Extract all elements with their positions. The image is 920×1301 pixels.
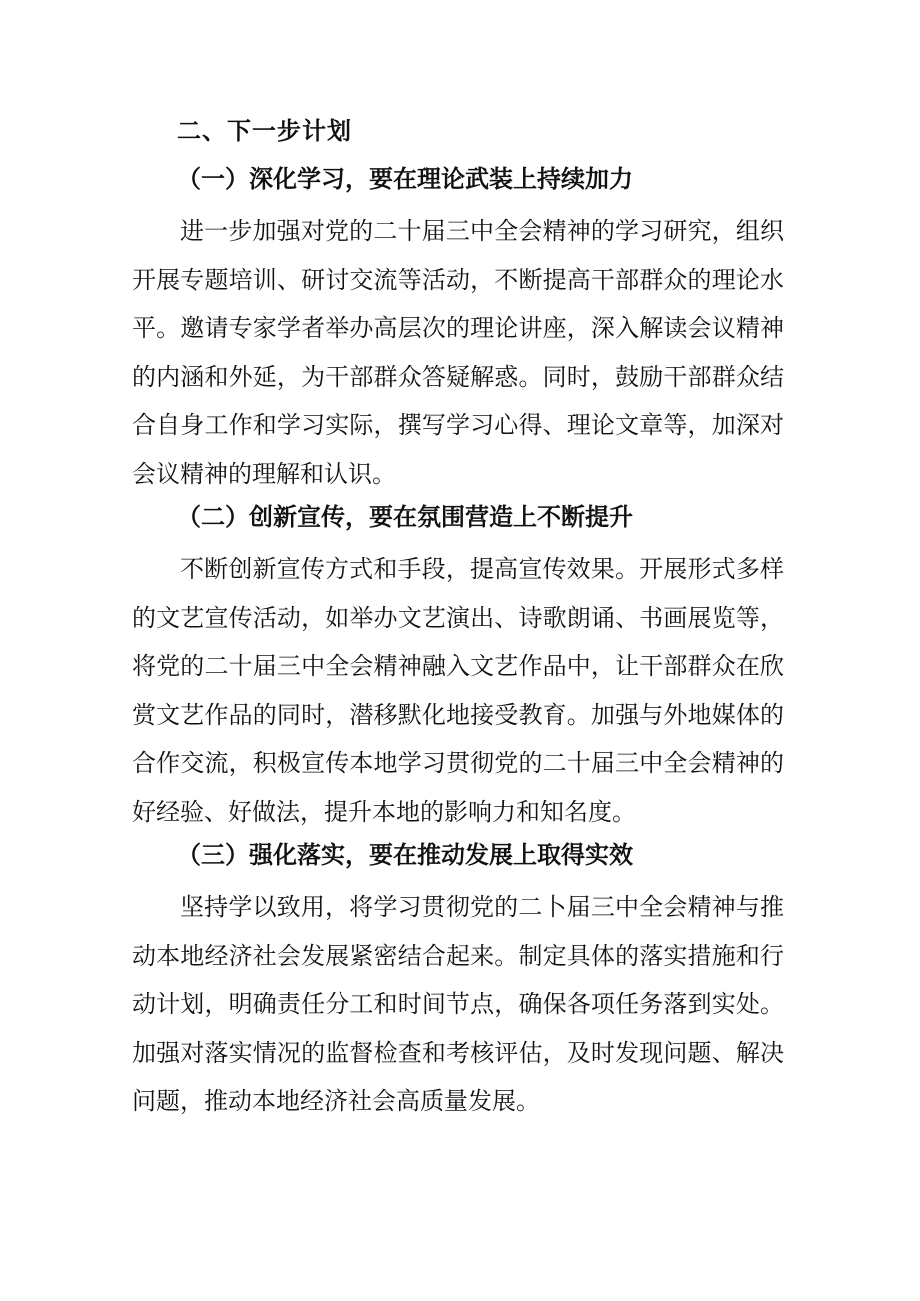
paragraph-strengthen-implementation: 坚持学以致用，将学习贯彻党的二卜届三中全会精神与推动本地经济社会发展紧密结合起来。制定具体的落实措施和行动计划，明确责任分工和时间节点，确保各项任务落到实处。加强对落实情况的监督检查和考核评估，及时发现问题、解决问题，推动本地经济社会高质量发展。 (132, 893, 784, 1116)
subheading-strengthen-implementation: （三）强化落实，要在推动发展上取得实效 (177, 840, 633, 869)
paragraph-deepen-study: 进一步加强对党的二十届三中全会精神的学习研究，组织开展专题培训、研讨交流等活动，不断提高干部群众的理论水平。邀请专家学者举办高层次的理论讲座，深入解读会议精神的内涵和外延，为干部群众答疑解惑。同时，鼓励干部群众结合自身工作和学习实际，撰写学习心得、理论文章等，加深对会议精神的理解和认识。 (132, 217, 784, 488)
paragraph-innovate-publicity: 不断创新宣传方式和手段，提高宣传效果。开展形式多样的文艺宣传活动，如举办文艺演出、诗歌朗诵、书画展览等，将党的二十届三中全会精神融入文艺作品中，让干部群众在欣赏文艺作品的同时，潜移默化地接受教育。加强与外地媒体的合作交流，积极宣传本地学习贯彻党的二十届三中全会精神的好经验、好做法，提升本地的影响力和知名度。 (132, 555, 784, 826)
subheading-innovate-publicity: （二）创新宣传，要在氛围营造上不断提升 (177, 502, 633, 531)
subheading-deepen-study: （一）深化学习，要在理论武装上持续加力 (177, 164, 633, 193)
section-heading: 二、下一步计划 (177, 117, 352, 145)
